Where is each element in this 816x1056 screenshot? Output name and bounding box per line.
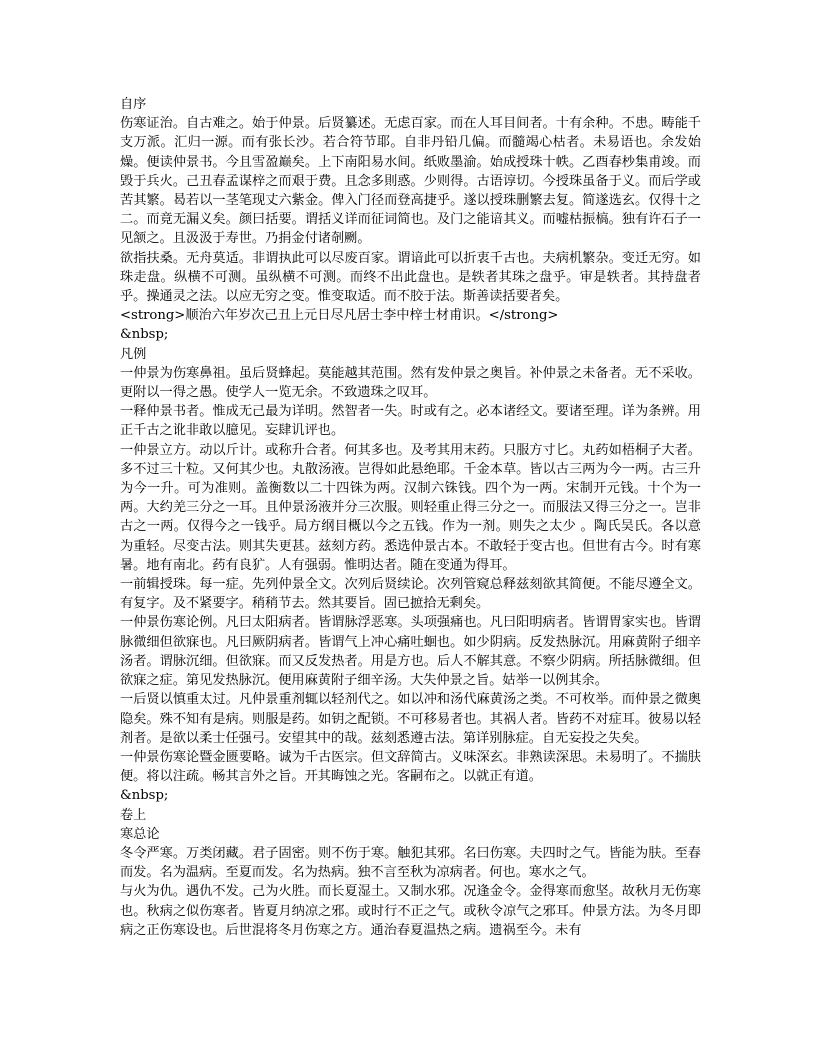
body-paragraph: 冬令严寒。万类闭藏。君子固密。则不伤于寒。触犯其邪。名曰伤寒。夫四时之气。皆能为肤。至春而发。名为温病。至夏而发。名为热病。独不言至秋为凉病者。何也。寒水之气。 <box>120 845 701 881</box>
notes-item: 一前辑授珠。每一症。先列仲景全文。次列后贤续论。次列管窥总释兹刻欲其简便。不能尽遵全文。有复字。及不紧要字。稍稍节去。然其要旨。固已摭拾无剩矣。 <box>120 577 701 612</box>
preface-paragraph: 伤寒证治。自古难之。始于仲景。后贤纂述。无虑百家。而在人耳目间者。十有余种。不患。畴能千支万派。汇归一源。而有张长沙。若合符节耶。自非丹铅几偏。而髓竭心枯者。未易语也。余发始燥。便读仲景书。今且雪盈巅矣。上下南阳易水间。纸败墨渝。始成授珠十帙。乙酉春杪集甫竣。而毁于兵火。己丑春孟谋梓之而艰于费。且念多則惑。少则得。古语谆切。今授珠虽备于义。而后学或苦其繁。曷若以一茎笔现丈六紫金。俾入门径而登高捷乎。遂以授珠删繁去复。简遂选玄。仅得十之二。而竟无漏义矣。颜曰括要。谓括义详而征词简也。及门之能谙其义。而嘘枯振槁。独有许石子一见颔之。且汲汲于寿世。乃捐金付诸剞劂。 <box>120 116 701 247</box>
notes-item: 一仲景为伤寒鼻祖。虽后贤蜂起。莫能越其范围。然有发仲景之奥旨。补仲景之未备者。无不采收。更附以一得之愚。使学人一览无余。不致遗珠之叹耳。 <box>120 365 701 401</box>
preface-signature: <strong>顺治六年岁次己丑上元日尽凡居士李中梓士材甫识。</strong> <box>120 308 559 324</box>
spacer-entity-text: &nbsp; <box>120 788 169 804</box>
volume-heading: 卷上 <box>120 807 147 823</box>
notes-item: 一仲景立方。动以斤计。或称升合者。何其多也。及考其用末药。只服方寸匕。丸药如梧桐子大者。多不过三十粒。又何其少也。丸散汤液。岂得如此悬绝耶。千金本草。皆以古三两为今一两。古三升为今一升。可为准则。盖衡数以二十四铢为两。汉制六铢钱。四个为一两。宋制开元钱。十个为一两。大约羌三分之一耳。且仲景汤液并分三次服。则轻重止得三分之一。而服法又得三分之一。岂非古之一两。仅得今之一钱乎。局方纲目概以今之五钱。作为一剂。则失之太少 。陶氏吴氏。各以意为重轻。尽变古法。则其失更甚。兹刻方药。悉选仲景古本。不敢轻于变古也。但世有古今。时有寒暑。地有南北。药有良犷。人有强弱。惟明达者。随在变通为得耳。 <box>120 442 701 573</box>
notes-item: 一仲景伤寒论例。凡曰太阳病者。皆谓脉浮恶寒。头项强痛也。凡曰阳明病者。皆谓胃家实也。皆谓脉微细但欲寐也。凡曰厥阴病者。皆谓气上冲心痛吐蛔也。如少阴病。反发热脉沉。用麻黄附子细辛汤者。谓脉沉细。但欲寐。而又反发热者。用是方也。后人不解其意。不察少阴病。所括脉微细。但欲寐之症。第见发热脉沉。便用麻黄附子细辛汤。大失仲景之旨。姑举一以例其余。 <box>120 615 701 689</box>
section-heading: 寒总论 <box>120 826 160 842</box>
body-paragraph: 与火为仇。遇仇不发。己为火胜。而长夏湿土。又制水邪。况逢金令。金得寒而愈坚。故秋月无伤寒也。秋病之似伤寒者。皆夏月纳凉之邪。或时行不正之气。或秋令凉气之邪耳。仲景方法。为冬月即病之正伤寒设也。后世混将冬月伤寒之方。通治春夏温热之病。遗祸至今。未有 <box>120 884 701 938</box>
preface-heading: 自序 <box>120 97 147 112</box>
notes-item: 一释仲景书者。惟成无己最为详明。然智者一失。时或有之。必本诸经文。要诸至理。详为条辨。用正千古之讹非敢以臆见。妄肆讥评也。 <box>120 404 701 439</box>
notes-item: 一后贤以慎重太过。凡仲景重剂辄以轻剂代之。如以冲和汤代麻黄汤之类。不可枚举。而仲景之微奥隐矣。殊不知有是病。则服是药。如钥之配锁。不可移易者也。其祸人者。皆药不对症耳。彼易以轻剂者。是欲以柔士任强弓。安望其中的哉。兹刻悉遵古法。第详别脉症。自无妄投之失矣。 <box>120 692 701 746</box>
preface-paragraph: 欲指扶桑。无舟莫适。非谓执此可以尽废百家。谓谙此可以折衷千古也。夫病机繁杂。变迁无穷。如珠走盘。纵横不可测。虽纵横不可测。而终不出此盘也。是轶者其珠之盘乎。审是轶者。其持盘者乎。操通灵之法。以应无穷之变。惟变取适。而不胶于法。斯善读括要者矣。 <box>120 250 701 305</box>
spacer-entity-text: &nbsp; <box>120 327 169 343</box>
notes-heading: 凡例 <box>120 346 147 362</box>
notes-item: 一仲景伤寒论暨金匮要略。诚为千古医宗。但文辞简古。义味深玄。非熟读深思。未易明了。不揣肤便。将以注疏。畅其言外之旨。开其晦蚀之光。客嗣布之。以就正有道。 <box>120 749 701 785</box>
